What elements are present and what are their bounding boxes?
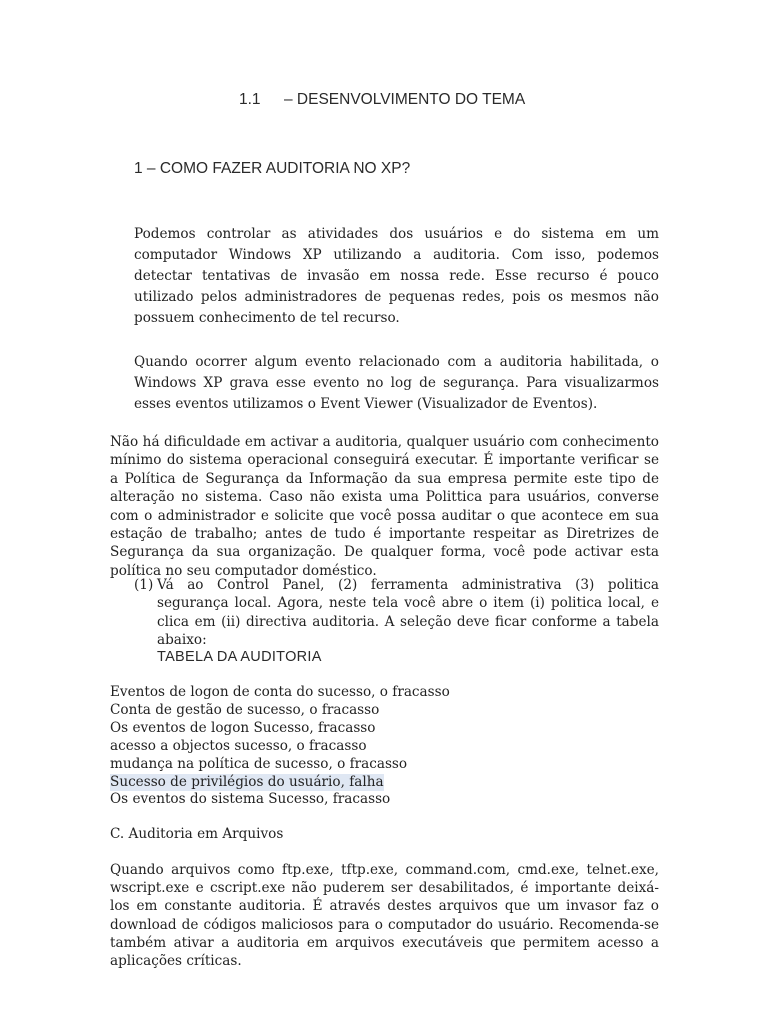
audit-row-highlighted [110, 774, 450, 792]
audit-row: acesso a objectos sucesso, o fracasso [110, 737, 367, 754]
paragraph-event-log: Quando ocorrer algum evento relacionado com a auditoria habilitada, o Windows XP grava esse evento no log de segurança. Para visualizarmos esses eventos utilizamos o Event Viewer (Visualizador de Eventos). [134, 354, 659, 412]
section-title: – DESENVOLVIMENTO DO TEMA [284, 91, 526, 108]
section-c-heading: C. Auditoria em Arquivos [110, 826, 284, 842]
paragraph-file-audit: Quando arquivos como ftp.exe, tftp.exe, command.com, cmd.exe, telnet.exe, wscript.exe e cscript.exe não puderem ser desabilitados, é importante deixá-los em constante auditoria. É através destes arquivos que um invasor faz o download de códigos maliciosos para o computador do usuário. Recomenda-se também ativar a auditoria em arquivos executáveis que permitem acesso a aplicações críticas. [110, 862, 659, 970]
list-marker: (1) [134, 577, 154, 593]
audit-table-title: TABELA DA AUDITORIA [157, 649, 322, 665]
text-highlight: Sucesso de privilégios do usuário, falha [110, 773, 384, 790]
audit-row: Eventos de logon de conta do sucesso, o fracasso [110, 684, 450, 700]
section-heading [239, 91, 525, 109]
list-item-text: Vá ao Control Panel, (2) ferramenta administrativa (3) politica segurança local. Agora, neste tela você abre o item (i) politica local, e clica em (ii) directiva auditoria. A seleção deve ficar conforme a tabela abaixo: [157, 577, 659, 649]
audit-row: Os eventos de logon Sucesso, fracasso [110, 719, 376, 736]
audit-table [110, 684, 450, 809]
numbered-list-item [134, 576, 659, 650]
audit-row: mudança na política de sucesso, o fracasso [110, 755, 408, 772]
paragraph-activation: Não há dificuldade em activar a auditoria, qualquer usuário com conhecimento mínimo do sistema operacional conseguirá executar. É importante verificar se a Política de Segurança da Informação da sua empresa permite este tipo de alteração no sistema. Caso não exista uma Polittica para usuários, converse com o administrador e solicite que você possa auditar o que acontece em sua estação de trabalho; antes de tudo é importante respeitar as Diretrizes de Segurança da sua organização. De qualquer forma, você pode activar esta política no seu computador doméstico. [110, 434, 659, 579]
section-number: 1.1 [239, 91, 261, 108]
audit-row: Os eventos do sistema Sucesso, fracasso [110, 791, 391, 808]
subsection-heading: 1 – COMO FAZER AUDITORIA NO XP? [134, 160, 411, 177]
audit-row: Conta de gestão de sucesso, o fracasso [110, 701, 380, 718]
paragraph-intro: Podemos controlar as atividades dos usuários e do sistema em um computador Windows XP utilizando a auditoria. Com isso, podemos detectar tentativas de invasão em nossa rede. Esse recurso é pouco utilizado pelos administradores de pequenas redes, pois os mesmos não possuem conhecimento de tel recurso. [134, 226, 659, 326]
